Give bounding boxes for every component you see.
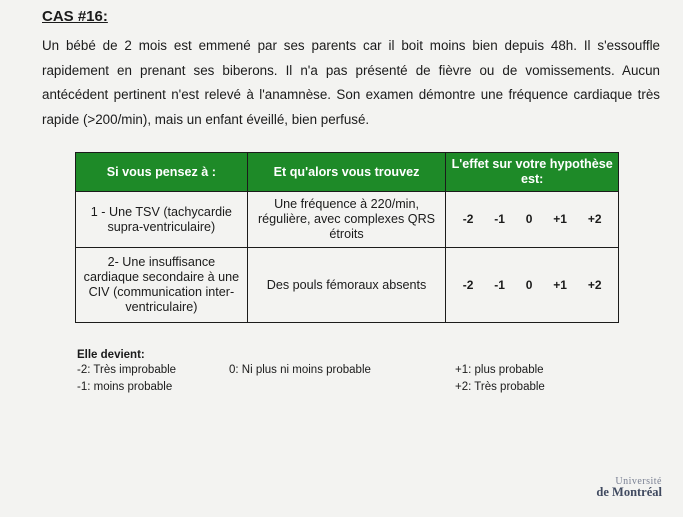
score-option[interactable]: -2 — [462, 277, 474, 292]
score-option[interactable]: -1 — [494, 212, 505, 226]
case-description: Un bébé de 2 mois est emmené par ses parents car il boit moins bien depuis 48h. Il s'essouffle rapidement en prenant ses biberons. Il n'a pas présenté de fièvre ou de vomissements. Aucun antécédent pertinent n'est relevé à l'anamnèse. Son examen démontre une fréquence cardiaque très rapide (>200/min), mais un enfant éveillé, bien perfusé. — [42, 38, 660, 127]
score-option[interactable]: +1 — [553, 277, 567, 292]
legend-title: Elle devient: — [77, 349, 145, 361]
logo-line-1: Université — [615, 476, 662, 487]
header-hypothesis: Si vous pensez à : — [76, 153, 248, 192]
legend-item: +1: plus probable — [455, 364, 544, 376]
table-row — [76, 192, 619, 248]
score-option[interactable]: -1 — [494, 277, 505, 292]
score-cell — [446, 192, 619, 248]
hypothesis-cell: 1 - Une TSV (tachycardie supra-ventriculaire) — [76, 192, 248, 248]
universite-de-montreal-logo — [570, 476, 662, 500]
score-option[interactable]: 0 — [525, 277, 533, 292]
legend-item: -2: Très improbable — [77, 364, 177, 376]
legend-item: 0: Ni plus ni moins probable — [229, 364, 371, 376]
table-header-row — [76, 153, 619, 192]
header-effect: L'effet sur votre hypothèse est: — [446, 153, 619, 192]
case-title: CAS #16: — [42, 8, 108, 25]
score-option[interactable]: -2 — [462, 212, 474, 226]
legend-item: -1: moins probable — [77, 381, 173, 393]
table-row — [76, 248, 619, 323]
score-option[interactable]: +1 — [553, 212, 567, 226]
header-finding: Et qu'alors vous trouvez — [247, 153, 446, 192]
score-option[interactable]: +2 — [587, 277, 602, 292]
score-cell — [446, 248, 619, 323]
score-option[interactable]: +2 — [587, 212, 602, 226]
decision-table — [75, 152, 619, 323]
legend-item: +2: Très probable — [455, 381, 545, 393]
finding-cell: Des pouls fémoraux absents — [247, 248, 446, 323]
hypothesis-cell: 2- Une insuffisance cardiaque secondaire à une CIV (communication inter-ventriculaire) — [76, 248, 248, 323]
logo-line-2: de Montréal — [596, 485, 662, 499]
finding-cell: Une fréquence à 220/min, régulière, avec complexes QRS étroits — [247, 192, 446, 248]
score-option[interactable]: 0 — [525, 212, 533, 226]
